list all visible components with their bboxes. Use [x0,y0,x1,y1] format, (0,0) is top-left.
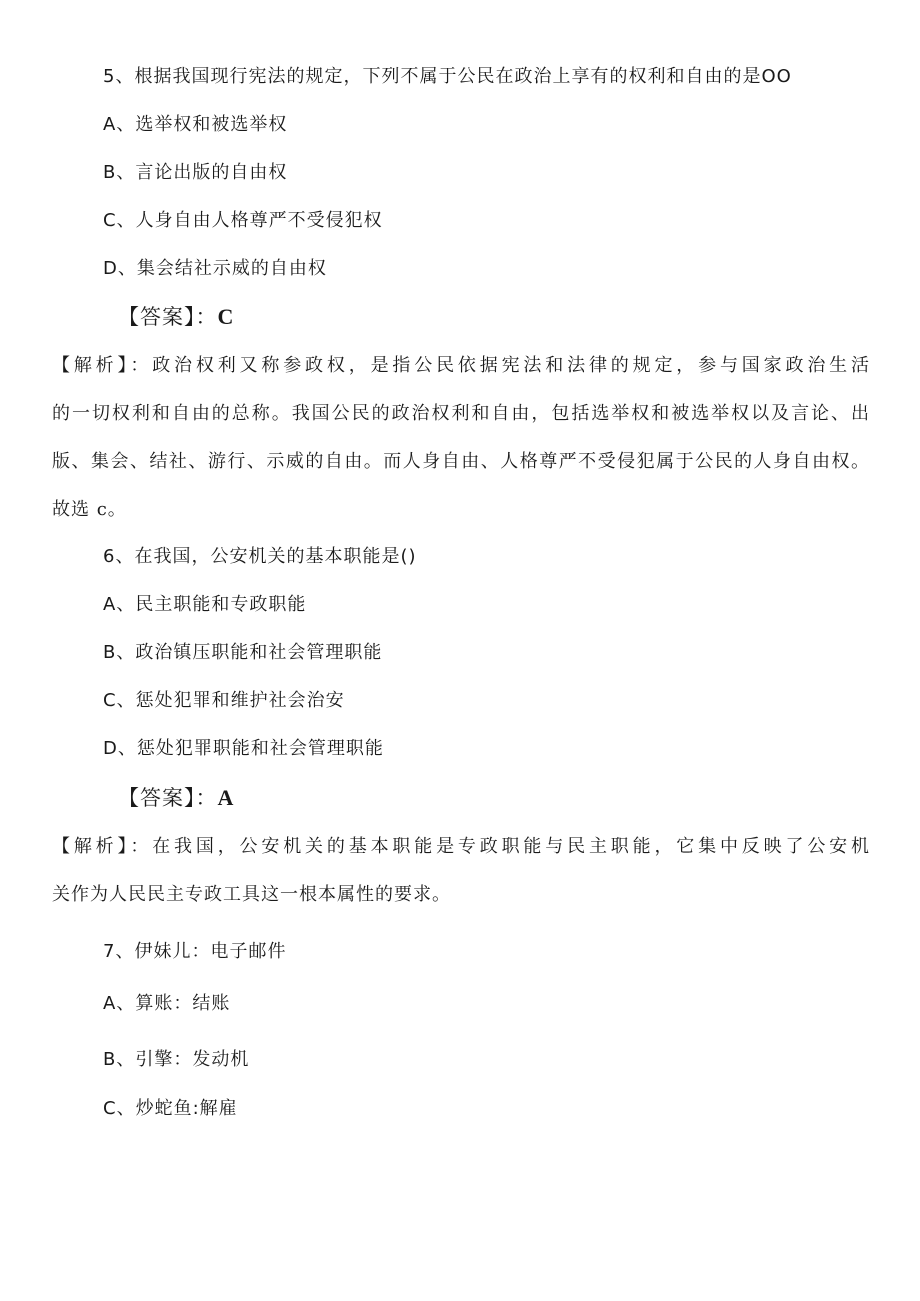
question-7-option-a: A、算账：结账 [103,993,231,1014]
question-6-stem: 6、在我国，公安机关的基本职能是() [103,546,417,567]
question-5-stem: 5、根据我国现行宪法的规定，下列不属于公民在政治上享有的权利和自由的是OO [103,66,792,87]
question-5-option-b: B、言论出版的自由权 [103,162,288,183]
question-6-option-a: A、民主职能和专政职能 [103,594,307,615]
question-6-option-d: D、惩处犯罪职能和社会管理职能 [103,738,384,759]
question-7-option-b: B、引擎：发动机 [103,1049,250,1070]
question-6-option-c: C、惩处犯罪和维护社会治安 [103,690,345,711]
question-5-option-c: C、人身自由人格尊严不受侵犯权 [103,210,383,231]
question-6-option-b: B、政治镇压职能和社会管理职能 [103,642,383,663]
question-5-analysis-line-2: 的一切权利和自由的总称。我国公民的政治权利和自由，包括选举权和被选举权以及言论、出 [52,403,870,424]
answer-label: 【答案】： [118,786,218,810]
question-5-option-a: A、选举权和被选举权 [103,114,288,135]
question-5-analysis-line-3: 版、集会、结社、游行、示威的自由。而人身自由、人格尊严不受侵犯属于公民的人身自由权。 [52,451,870,472]
question-5-answer [118,305,234,329]
question-5-option-d: D、集会结社示威的自由权 [103,258,327,279]
answer-value: A [217,785,235,810]
question-5-analysis-line-1: 【解析】：政治权利又称参政权，是指公民依据宪法和法律的规定，参与国家政治生活 [52,355,870,376]
question-7-stem: 7、伊妹儿：电子邮件 [103,941,287,962]
question-7-option-c: C、炒蛇鱼:解雇 [103,1098,238,1119]
question-6-analysis-line-2: 关作为人民民主专政工具这一根本属性的要求。 [52,884,451,905]
answer-value: C [217,304,235,329]
question-6-answer [118,786,234,810]
question-5-analysis-line-4: 故选 c。 [52,499,127,520]
answer-label: 【答案】： [118,305,218,329]
question-6-analysis-line-1: 【解析】：在我国，公安机关的基本职能是专政职能与民主职能，它集中反映了公安机 [52,836,870,857]
